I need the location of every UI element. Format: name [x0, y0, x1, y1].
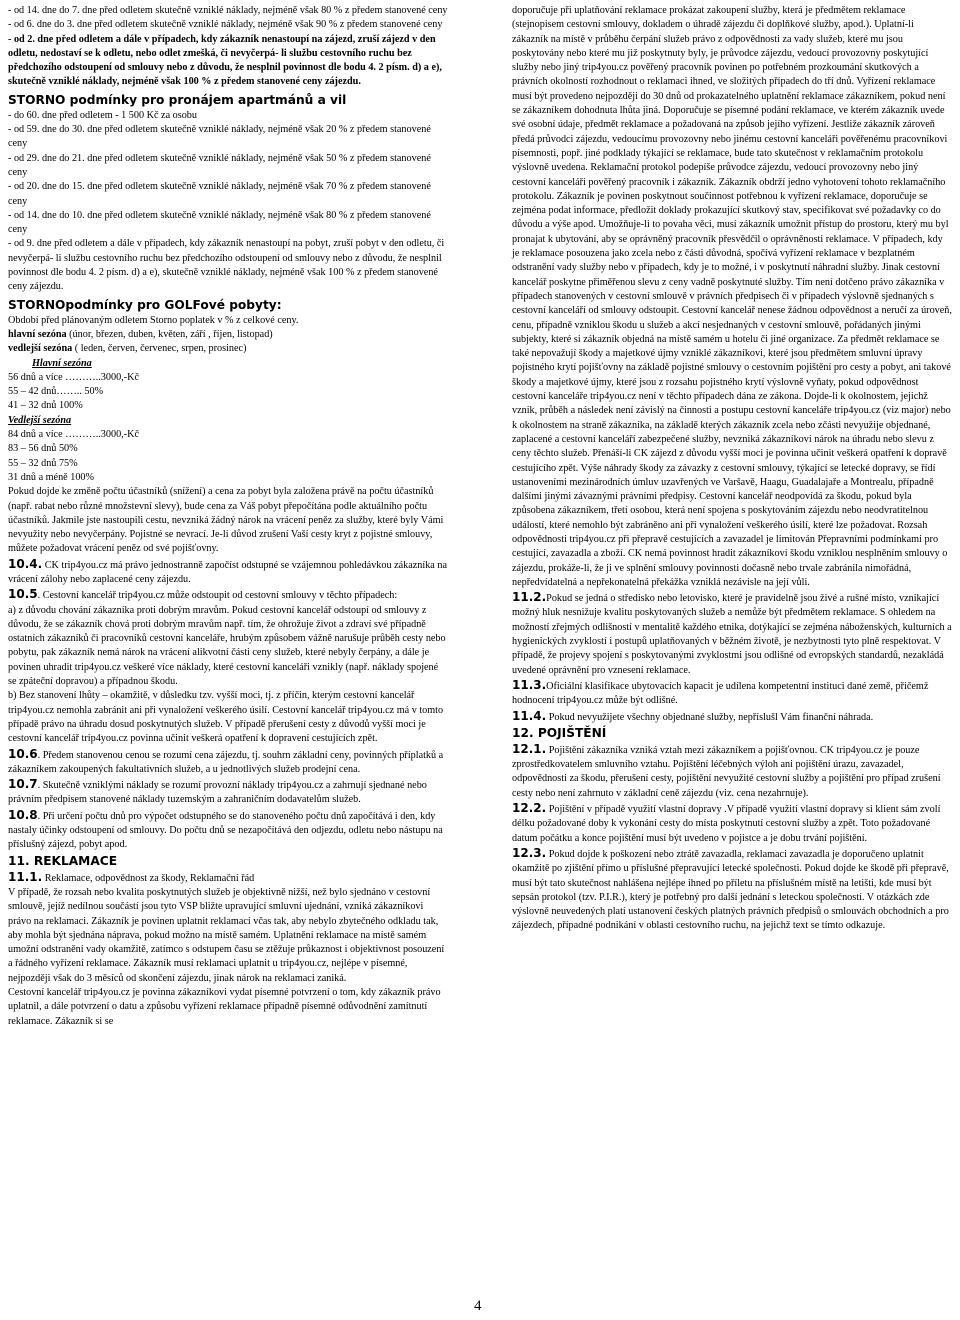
complaint-paragraph: V případě, že rozsah nebo kvalita poskytnutých služeb je objektivně nižší, než bylo sjednáno v cestovní smlouvě, jejíž nedílnou součástí jsou tyto VSP bližte upravující smluvní ujednání, vzniká zákazníkovi právo na reklamaci. Zákazník je povinen uplatnit reklamaci včas tak, aby nebylo zbytečného odkladu tak, aby mohla být sjednána náprava, pokud možno na místě samém. Uplatnění reklamace na místě samém umožní odstranění vady okamžitě, zatímco s odstupem času se ztěžuje průkaznost i objektivnost posouzení a řádného vyřízení reklamace. Zákazník musí reklamaci uplatnit u trip4you.cz, nejlépe v písemné, nejpozději však do 3 měsíců od skončení zájezdu, jinak nárok na reklamaci zaniká.: [8, 886, 445, 984]
apt-line-20: - od 20. dne do 15. dne před odletem skutečně vzniklé náklady, nejméně však 70 % z předem stanovené ceny: [8, 181, 431, 207]
section-12-heading: 12. POJIŠTĚNÍ: [512, 725, 607, 740]
right-column: [512, 4, 952, 934]
section-10-5: [8, 587, 448, 603]
section-11-3-number: 11.3.: [512, 677, 547, 692]
section-11-3-text: Oficiální klasifikace ubytovacích kapacit je udílena kompetentní instituci dané země, přičemž hodnocení trip4you.cz může být odlišné.: [512, 680, 929, 707]
section-11-1-number: 11.1.: [8, 869, 43, 884]
apt-line-14: - od 14. dne do 10. dne před odletem skutečně vzniklé náklady, nejméně však 80 % z předem stanovené ceny: [8, 209, 431, 236]
section-10-4-number: 10.4.: [8, 556, 43, 571]
section-10-5-b: b) Bez stanovení lhůty – okamžitě, v důsledku tzv. vyšší moci, tj. z příčin, kterým cestovní kancelář trip4you.cz nemohla zabránit ani při vynaložení veškerého úsilí. Cestovní kancelář trip4you.cz má v tomto případě právo na úhradu dosud poskytnutých služeb. V případě přerušení cesty z důvodů vyšší moci je cestovní kancelář trip4you.cz povinna učinit veškerá opatření k dopravení cestujících zpět.: [8, 690, 444, 745]
section-11-heading: 11. REKLAMACE: [8, 853, 118, 868]
section-11-2: [512, 590, 952, 678]
golf-intro: Období před plánovaným odletem Storno poplatek v % z celkové ceny.: [8, 314, 299, 326]
section-10-5-a: a) z důvodu chování zákazníka proti dobrým mravům. Pokud cestovní kancelář odstoupí od smlouvy z důvodu, že se zákazník chová proti dobrým mravům např. tím, že ohrožuje život a zdraví své případně ostatních zákazníků či pracovníků cestovní kanceláře, hrubým způsobem vážně narušuje průběh cesty nebo pobytu, pak zákazník nemá nárok na vrácení alikvotní části ceny služeb, které nebyly čerpány, a dále je povinen uhradit trip4you.cz veškeré více náklady, které cestovní kanceláři vznikly (např. náklady spojené se zpáteční dopravou) a případnou škodu.: [8, 604, 446, 688]
off-season-label: vedlejší sezóna: [8, 343, 73, 355]
section-12-3-text: Pokud dojde k poškození nebo ztrátě zavazadla, reklamaci zavazadla je doporučeno uplatnit okamžitě po zjištění přímo u příslušné přepravující letecké společnosti. Pokud dojde ke škodě při přepravě, musí být tato skutečnost nahlášena nejlépe ihned po příletu na příslušném místě na letišti, kde musí být sepsán protokol (tzv. P.I.R.), který je potřebný pro další jednání s leteckou společností. V otázkách zde výslovně neuvedených platí ustanovení českých platných právních předpisů o smlouvách obchodních a pro zájezdech, případné podnikání v oblasti cestovního ruchu, na jejichž text se tímto odkazuje.: [512, 848, 949, 932]
section-10-5-number: 10.5: [8, 587, 38, 602]
section-12-1-text: Pojištění zákazníka vzniká vztah mezi zákazníkem a pojišťovnou. CK trip4you.cz je pouze zprostředkovatelem smluvního vztahu. Pojištění léčebných výloh ani pojištění úrazu, zavazadel, odpovědnosti za škodu, přerušení cesty, pojištění nevyužité cestovní služby a pojištění pro případ zrušení cesty nebo není zahrnuto v základní ceně zájezdu (viz. cena nezahrnuje).: [512, 744, 941, 799]
main-season-label: hlavní sezóna: [8, 328, 67, 340]
apt-line-59: - od 59. dne do 30. dne před odletem skutečně vzniklé náklady, nejméně však 20 % z předem stanovené ceny: [8, 124, 431, 150]
storno-line-7: - od 14. dne do 7. dne před odletem skutečně vzniklé náklady, nejméně však 80 % z předem stanovené ceny: [8, 5, 448, 16]
main-season-title: Hlavní sezóna: [32, 357, 92, 369]
complaint-confirmation-paragraph: Cestovní kancelář trip4you.cz je povinna zákazníkovi vydat písemné potvrzení o tom, kdy zákazník právo uplatnil, a dále potvrzení o datu a způsobu vyřízení reklamace případně písemné odůvodnění zamítnutí reklamace. Zákazník si se: [8, 987, 441, 1027]
section-11-4-text: Pokud nevyužijete všechny objednané služby, nepříslušl Vám finanční náhrada.: [546, 711, 874, 723]
off-season-title: Vedlejší sezóna: [8, 414, 72, 426]
section-11-4-number: 11.4.: [512, 708, 547, 723]
storno-line-3: - od 6. dne do 3. dne před odletem skutečně vzniklé náklady, nejméně však 90 % z předem stanovené ceny: [8, 19, 443, 31]
section-10-6-number: 10.6: [8, 746, 38, 761]
section-10-8: [8, 808, 448, 853]
off-season-row-4: 31 dnů a méně 100%: [8, 471, 95, 483]
off-season-row-3: 55 – 32 dnů 75%: [8, 457, 78, 469]
section-10-6: [8, 747, 448, 778]
section-11-2-text: Pokud se jedná o středisko nebo letovisko, které je pravidelně jsou živé a rušné místo, vznikající možný hluk nesnižuje kvalitu poskytovaných služeb a nemůže být předmětem reklamace. S ohledem na možností zřejmých odlišností v mentalitě každého etnika, dotýkající se zejména náboženských, kulturních a hygienických zvyklostí i postupů uplatňovaných v běžném životě, je nezbytnosti tyto plně respektovat. V případě, že projevy spojení s poskytovanými zvyklostmi jsou odlišné od evropských standardů, nezakládá uvedené oprávnění pro vznesení reklamace.: [512, 593, 952, 676]
main-season-row-1: 56 dnů a více ………..3000,-Kč: [8, 371, 139, 383]
section-12-1: [512, 742, 952, 801]
participants-change-paragraph: Pokud dojde ke změně počtu účastníků (snížení) a cena za pobyt byla založena právě na počtu účastníků (např. rabat nebo různé množstevní slevy), bude cena za Váš pobyt přepočítána podle aktuálního počtu účastníků. Jakmile jste nastoupili cestu, nevzniká žádný nárok na vrácení peněz za služby, které byly Vámi nevyužity nebo nevyčerpány. Pojistné se nevrací. Je-li důvod zrušení Vaší cesty kryt z pojistné smlouvy, můžete požadovat vrácení peněz od své pojišťovny.: [8, 486, 444, 555]
section-11-3: [512, 678, 952, 709]
section-10-7-text: . Skutečně vzniklými náklady se rozumí provozní náklady trip4you.cz a zahrnují sjednané nebo právním předpisem stanovené náklady tuzemským a zahraničním dodavatelům služeb.: [8, 780, 427, 806]
off-season-row-1: 84 dnů a více ………..3000,-Kč: [8, 429, 139, 441]
apt-line-60: - do 60. dne před odletem - 1 500 Kč za osobu: [8, 109, 197, 121]
section-10-4: [8, 557, 448, 588]
apartment-storno-heading: STORNO podmínky pro pronájem apartmánů a vil: [8, 92, 347, 107]
apt-line-29: - od 29. dne do 21. dne před odletem skutečně vzniklé náklady, nejméně však 50 % z předem stanovené ceny: [8, 152, 431, 178]
section-11-1: [8, 870, 448, 886]
off-season-line: [8, 342, 448, 356]
complaint-continued-paragraph: doporučuje při uplatňování reklamace prokázat zakoupení služby, která je předmětem reklamace (stejnopisem cestovní smlouvy, dokladem o úhradě zájezdu či doplňkové služby, apod.). Uplatní-li zákazník na místě v průběhu čerpání služeb právo z odpovědnosti za vady služeb, které mu jsou poskytovány nebo které mu již poskytnuty byly, je průvodce zájezdu, vedoucí provozovny poskytující služby nebo jiný trip4you.cz pověřený pracovník povinen po potřebném prozkoumání skutkových a právních okolností rozhodnout o reklamaci ihned, ve složitých případech do tří dnů. Vyřízení reklamace musí být provedeno nejpozději do 30 dnů od prokazatelného uplatnění reklamace zákazníkem, pokud není se zákazníkem dohodnuta lhůta jiná. Doporučuje se písemné podání reklamace, ve kterém zákazník uvede své osobní údaje, předmět reklamace a požadovaná na způsob jejího vyřízení. Jestliže zákazník zároveň předá průvodci zájezdu, vedoucímu provozovny nebo jinému cestovní kanceláři pověřenému pracovníkovi písemnosti, popř. jiné podklady týkající se reklamace, bude tato skutečnost v reklamačním protokolu výslovně uvedena. Reklamační protokol podepíše průvodce zájezdu, vedoucí provozovny nebo jiný cestovní kanceláři pověřený pracovník i zákazník. Zákazník obdrží jedno vyhotovení tohoto reklamačního protokolu. Zákazník je povinen poskytnout součinnost potřebnou k vyřízení reklamace, doporučuje se zejména podat informace, předložit doklady prokazující skutkový stav, specifikovat své požadavky co do důvodu a výše apod. Umožňuje-li to povaha věci, musí zákazník umožnit přístup do prostoru, který mu byl pronajat k ubytování, aby se oprávněný pracovník přesvědčil o oprávněnosti reklamace. V případech, kdy je reklamace posouzena jako zcela nebo z části důvodná, spočívá vyřízení reklamace v bezplatném odstranění vady služby nebo v případech, kdy je to možné, i v poskytnutí náhradní služby. Jinak cestovní kancelář poskytne přiměřenou slevu z ceny vadně poskytnuté služby. Tím není dotčeno právo zákazníka v případech stanovených v cestovní smlouvě v právních předpisech či v případech výslovně sjednaných s cestovní kanceláří od smlouvy odstoupit. Cestovní kancelář nenese žádnou odpovědnost a neručí za úroveň, cenu, případně vzniklou škodu u služeb a akcí nesjednaných v cestovní smlouvě, pořádaných jinými subjekty, které si zákazník objedná na místě samém u hotelu či jiné organizace. Za předmět reklamace se také nepovažují škody a majetkové újmy vzniklé zákazníkovi, které jsou předmětem smluvní úpravy pojistného krytí pojišťovny na základě pojistné smlouvy o cestovním pojištění pro cesty a pobyt, ani takové škody a majetkové újmy, které jsou z rozsahu pojistného krytí výslovně vyňaty, pokud odpovědnost cestovní kanceláře trip4you.cz není v těchto případech dána ze zákona. Dojde-li k okolnostem, jejichž vznik, průběh a následek není závislý na činnosti a postupu cestovní kanceláře trip4you.cz (viz major) nebo k okolnostem na straně zákazníka, na základě kterých zákazník zcela nebo zčásti nevyužije objednané, zaplacené a cestovní kanceláří zabezpečené služby, nevzniká zákazníkovi nárok na úhradu nebo slevu z ceny těchto služeb. Přenáší-li CK zájezd z důvodu vyšší moci je povinna učinit veškerá opatření k dopravě cestujícího zpět. Výše náhrady škody za závazky z cestovní smlouvy, týkající se letecké dopravy, se řídí ustanoveními mezinárodních úmluv uzavřených ve Varšavě, Haagu, Guadalajaře a Montrealu, případně dalšími jinými závaznými právními předpisy. Cestovní kancelář neodpovídá za škodu, pokud byla způsobena zákazníkem, třetí osobou, která není spojena s poskytováním zájezdu nebo neodvratitelnou událostí, které nemohlo být zabráněno ani při vynaložení veškerého úsilí, které lze požadovat. Rozsah odpovědnosti trip4you.cz při přepravě cestujících a zavazadel je limitován Přepravními podmínkami pro cestující, zavazadla a zboží. CK nemá povinnost hradit zákazníkovi škodu vzniklou nesplněním smlouvy o zájezdu, prokáže-li, že ji ve splnění smlouvy povinnosti dočasně nebo trvale zabránila nimořádná, nepředvídatelná a nepřekonatelná překážka vzniklá nezávisle na její vůli.: [512, 5, 952, 588]
section-10-8-text: . Při určení počtu dnů pro výpočet odstupného se do stanoveného počtu dnů započítává i den, kdy nastaly účinky odstoupení od smlouvy. Do počtu dnů se nezapočítává den odjezdu, odletu nebo nástupu na příslušný zájezd, pobyt apod.: [8, 810, 443, 851]
off-season-row-2: 83 – 56 dnů 50%: [8, 443, 78, 455]
section-12-1-number: 12.1.: [512, 741, 547, 756]
section-11-4: [512, 709, 952, 725]
section-12-2-text: Pojištění v případě využití vlastní dopravy .V případě využití vlastní dopravy si klient sám zvolí délku požadované doby k vykonání cesty do místa poskytnutí cestovní služby a zpět. Toto požadované datum počátku a konce pojištění musí být uvedeno v pojistce a je dobu trvání pojištění.: [512, 804, 941, 844]
main-season-line: [8, 328, 448, 342]
section-12-2: [512, 801, 952, 846]
section-10-7-number: 10.7: [8, 777, 38, 792]
section-10-4-text: CK trip4you.cz má právo jednostranně započíst odstupné se vzájemnou pohledávkou zákazníka na vrácení zálohy nebo zaplacené ceny zájezdu.: [8, 559, 447, 585]
main-season-row-3: 41 – 32 dnů 100%: [8, 400, 83, 412]
section-10-7: [8, 777, 448, 808]
section-10-5-text: . Cestovní kancelář trip4you.cz může odstoupit od cestovní smlouvy v těchto případech:: [37, 590, 398, 602]
section-11-1-title: Reklamace, odpovědnost za škody, Reklamační řád: [42, 872, 255, 884]
section-12-2-number: 12.2.: [512, 801, 547, 816]
section-11-2-number: 11.2.: [512, 590, 547, 605]
apt-line-9: - od 9. dne před odletem a dále v případech, kdy zákazník nenastoupí na pobyt, zruší pobyt v den odletu, či nevyčerpá- li službu cestovního ruchu bez předchozího odstoupení od smlouvy nebo z důvodu, že nesplnil povinnost dle bodu 4. 2 písm. d) a e), skutečně vzniklé náklady, nejméně však 100 % z předem stanovené ceny zájezdu.: [8, 238, 445, 293]
section-10-8-number: 10.8: [8, 807, 38, 822]
off-season-months: ( leden, červen, červenec, srpen, prosinec): [72, 343, 247, 355]
main-season-row-2: 55 – 42 dnů…….. 50%: [8, 386, 104, 398]
section-12-3: [512, 846, 952, 934]
left-column: [8, 4, 448, 1029]
golf-storno-heading: STORNOpodmínky pro GOLFové pobyty:: [8, 297, 282, 312]
page-number: 4: [474, 1298, 482, 1314]
storno-line-2: - od 2. dne před odletem a dále v případech, kdy zákazník nenastoupí na zájezd, zruší zájezd v den odletu, nedostaví se k odletu, nebo odlet zmešká, či nevyčerpá- li službu cestovního ruchu bez předchozího odstoupení od smlouvy nebo z důvodu, že nesplnil povinnost dle bodu 4. 2 písm. d) a e), skutečně vzniklé náklady, nejméně však 100 % z předem stanovené ceny zájezdu.: [8, 33, 442, 88]
section-10-6-text: . Předem stanovenou cenou se rozumí cena zájezdu, tj. souhrn základní ceny, povinných příplatků a zákazníkem zakoupených fakultativních služeb, a u jednotlivých služeb prodejní cena.: [8, 749, 444, 775]
main-season-months: (únor, březen, duben, květen, září , říjen, listopad): [66, 328, 273, 340]
section-12-3-number: 12.3.: [512, 845, 547, 860]
